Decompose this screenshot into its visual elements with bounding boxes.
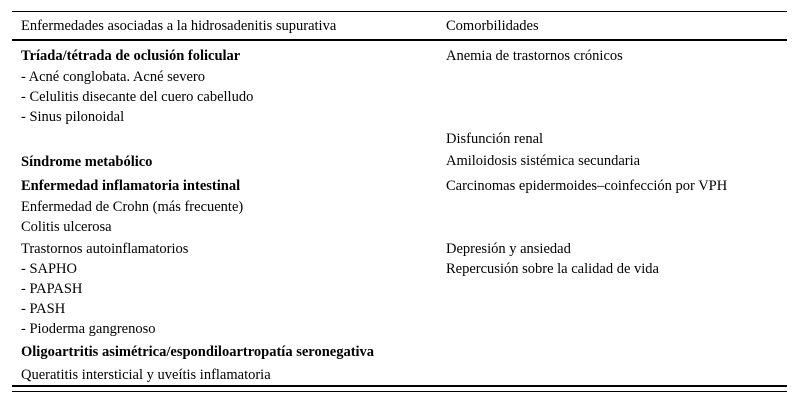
comorbidity-item: Amiloidosis sistémica secundaria xyxy=(446,153,641,169)
list-item: - SAPHO xyxy=(21,261,77,277)
list-item: - Celulitis disecante del cuero cabelludo xyxy=(21,89,254,105)
table-top-rule xyxy=(12,11,787,12)
comorbidity-item: Anemia de trastornos crónicos xyxy=(446,48,623,64)
header-bottom-rule xyxy=(12,39,787,41)
table-bottom-rule xyxy=(12,385,787,387)
list-item: Colitis ulcerosa xyxy=(21,219,112,235)
list-item: Trastornos autoinflamatorios xyxy=(21,241,189,257)
group-heading-ibd: Enfermedad inflamatoria intestinal xyxy=(21,178,241,194)
comorbidity-item: Depresión y ansiedad xyxy=(446,241,571,257)
header-col-comorbidities: Comorbilidades xyxy=(446,18,539,34)
list-item: Enfermedad de Crohn (más frecuente) xyxy=(21,199,244,215)
comorbidity-item: Carcinomas epidermoides–coinfección por VPH xyxy=(446,178,728,194)
table-bottom-rule-thin xyxy=(12,391,787,392)
group-heading-follicular-occlusion: Tríada/tétrada de oclusión folicular xyxy=(21,48,241,64)
group-heading-oligoarthritis: Oligoartritis asimétrica/espondiloartropatía seronegativa xyxy=(21,344,375,360)
list-item: - Acné conglobata. Acné severo xyxy=(21,69,205,85)
header-col-associated-diseases: Enfermedades asociadas a la hidrosadenitis supurativa xyxy=(21,18,337,34)
comorbidity-item: Repercusión sobre la calidad de vida xyxy=(446,261,659,277)
list-item: - PASH xyxy=(21,301,66,317)
comorbidity-item: Disfunción renal xyxy=(446,131,544,147)
list-item: Queratitis intersticial y uveítis inflamatoria xyxy=(21,367,271,383)
list-item: - Pioderma gangrenoso xyxy=(21,321,156,337)
group-heading-metabolic-syndrome: Síndrome metabólico xyxy=(21,154,153,170)
list-item: - PAPASH xyxy=(21,281,83,297)
list-item: - Sinus pilonoidal xyxy=(21,109,125,125)
